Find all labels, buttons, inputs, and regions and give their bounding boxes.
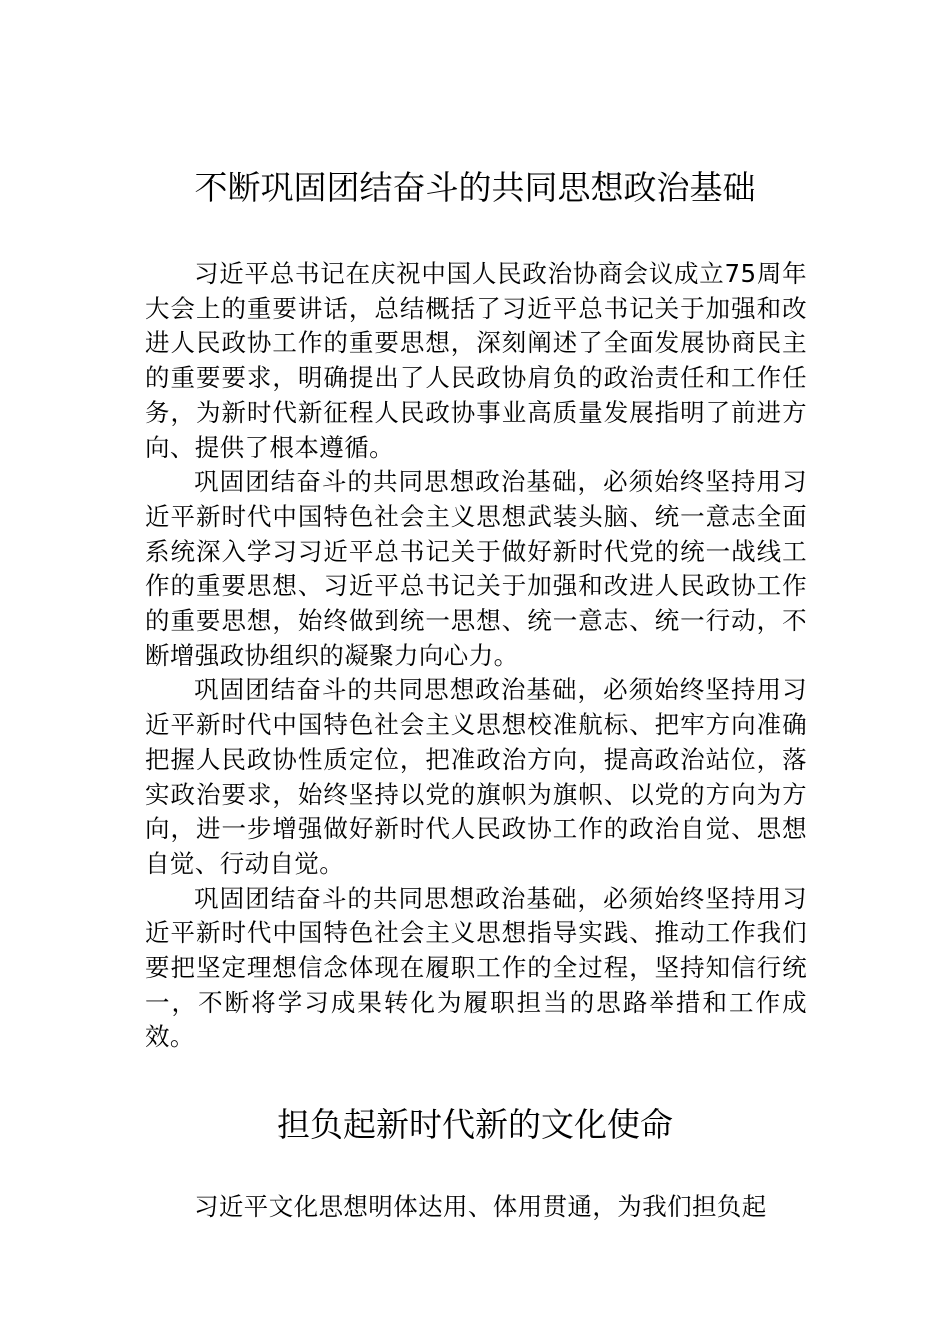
paragraph: 习近平总书记在庆祝中国人民政治协商会议成立75周年大会上的重要讲话，总结概括了习近平总书记关于加强和改进人民政协工作的重要思想，深刻阐述了全面发展协商民主的重要要求，明确提出了人民政协肩负的政治责任和工作任务，为新时代新征程人民政协事业高质量发展指明了前进方向、提供了根本遵循。 xyxy=(145,259,807,462)
section-2-body xyxy=(145,1190,807,1225)
paragraph: 巩固团结奋斗的共同思想政治基础，必须始终坚持用习近平新时代中国特色社会主义思想武装头脑、统一意志全面系统深入学习习近平总书记关于做好新时代党的统一战线工作的重要思想、习近平总书记关于加强和改进人民政协工作的重要思想，始终做到统一思想、统一意志、统一行动，不断增强政协组织的凝聚力向心力。 xyxy=(145,467,807,670)
section-2-title: 担负起新时代新的文化使命 xyxy=(277,1105,673,1144)
paragraph: 巩固团结奋斗的共同思想政治基础，必须始终坚持用习近平新时代中国特色社会主义思想校准航标、把牢方向准确把握人民政协性质定位，把准政治方向，提高政治站位，落实政治要求，始终坚持以党的旗帜为旗帜、以党的方向为方向，进一步增强做好新时代人民政协工作的政治自觉、思想自觉、行动自觉。 xyxy=(145,675,807,878)
paragraph: 巩固团结奋斗的共同思想政治基础，必须始终坚持用习近平新时代中国特色社会主义思想指导实践、推动工作我们要把坚定理想信念体现在履职工作的全过程，坚持知信行统一，不断将学习成果转化为履职担当的思路举措和工作成效。 xyxy=(145,883,807,1052)
section-1-body xyxy=(145,257,807,1055)
section-1-title: 不断巩固团结奋斗的共同思想政治基础 xyxy=(194,168,756,207)
paragraph: 习近平文化思想明体达用、体用贯通，为我们担负起 xyxy=(194,1192,767,1221)
